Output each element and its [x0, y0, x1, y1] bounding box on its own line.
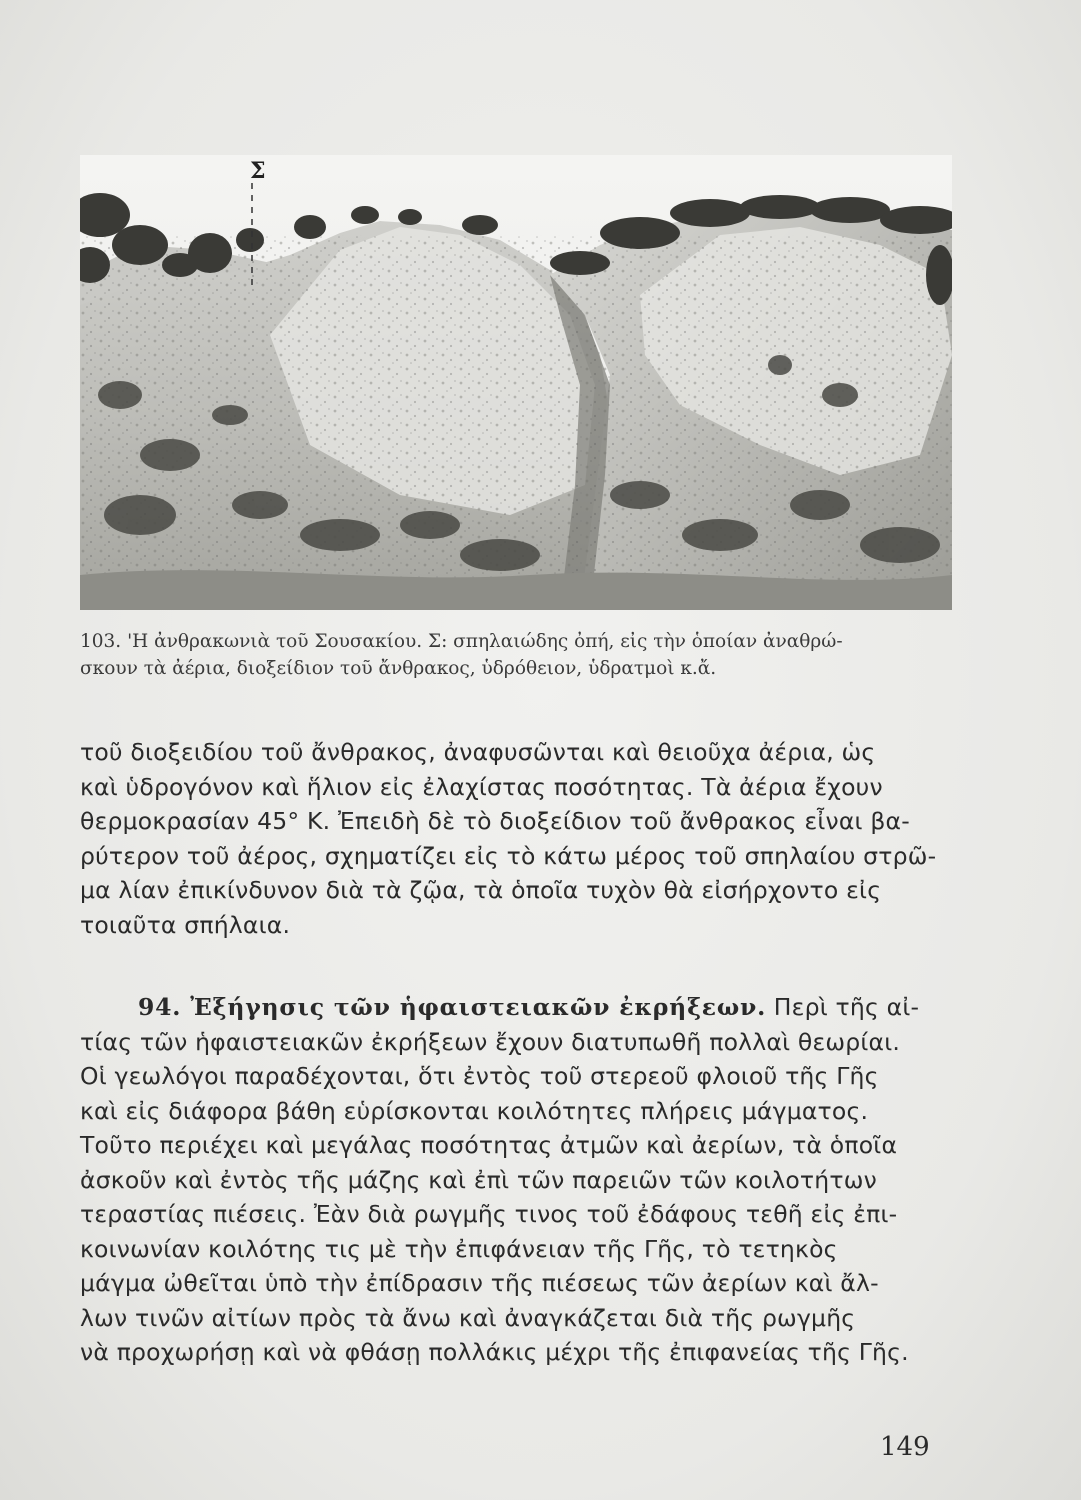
text-line: λων τινῶν αἰτίων πρὸς τὰ ἄνω καὶ ἀναγκάζεται διὰ τῆς ρωγμῆς — [80, 1303, 856, 1332]
text-line: μα λίαν ἐπικίνδυνον διὰ τὰ ζῷα, τὰ ὁποῖα τυχὸν θὰ εἰσήρχοντο εἰς — [80, 876, 882, 904]
text-line: ρύτερον τοῦ ἀέρος, σχηματίζει εἰς τὸ κάτω μέρος τοῦ σπηλαίου στρῶ- — [80, 841, 937, 870]
section-first-line — [80, 990, 960, 1025]
text-line: Οἱ γεωλόγοι παραδέχονται, ὅτι ἐντὸς τοῦ στερεοῦ φλοιοῦ τῆς Γῆς — [80, 1062, 879, 1090]
text-line: ἀσκοῦν καὶ ἐντὸς τῆς μάζης καὶ ἐπὶ τῶν παρειῶν τῶν κοιλοτήτων — [80, 1165, 877, 1194]
figure-marker-sigma: Σ — [250, 158, 266, 184]
hillside-photograph — [80, 155, 952, 610]
text-line: τεραστίας πιέσεις. Ἐὰν διὰ ρωγμῆς τινος τοῦ ἐδάφους τεθῆ εἰς ἐπι- — [80, 1200, 898, 1228]
text-line: Τοῦτο περιέχει καὶ μεγάλας ποσότητας ἀτμῶν καὶ ἀερίων, τὰ ὁποῖα — [80, 1131, 898, 1159]
section-heading: 94. Ἐξήγησις τῶν ἡφαιστειακῶν ἐκρήξεων. — [138, 993, 767, 1021]
text-line: καὶ ὑδρογόνον καὶ ἥλιον εἰς ἐλαχίστας ποσότητας. Τὰ ἀέρια ἔχουν — [80, 772, 883, 801]
text-line: τοιαῦτα σπήλαια. — [80, 910, 291, 939]
section-94 — [80, 990, 960, 1370]
text-line: θερμοκρασίαν 45° Κ. Ἐπειδὴ δὲ τὸ διοξείδιον τοῦ ἄνθρακος εἶναι βα- — [80, 807, 910, 835]
section-first-line-rest: Περὶ τῆς αἰ- — [766, 993, 920, 1021]
text-line: νὰ προχωρήσῃ καὶ νὰ φθάσῃ πολλάκις μέχρι τῆς ἐπιφανείας τῆς Γῆς. — [80, 1338, 909, 1366]
figure-caption — [80, 628, 960, 682]
text-line: τίας τῶν ἡφαιστειακῶν ἐκρήξεων ἔχουν διατυπωθῆ πολλαὶ θεωρίαι. — [80, 1027, 901, 1056]
text-line: μάγμα ὠθεῖται ὑπὸ τὴν ἐπίδρασιν τῆς πιέσεως τῶν ἀερίων καὶ ἄλ- — [80, 1269, 879, 1297]
caption-line: σκουν τὰ ἀέρια, διοξείδιον τοῦ ἄνθρακος, ὑδρόθειον, ὑδρατμοὶ κ.ἄ. — [80, 658, 717, 679]
caption-line: 103. 'Η ἀνθρακωνιὰ τοῦ Σουσακίου. Σ: σπηλαιώδης ὀπή, εἰς τὴν ὁποίαν ἀναθρώ- — [80, 631, 843, 652]
page-number: 149 — [880, 1432, 930, 1462]
paragraph-continued — [80, 735, 960, 942]
text-line: κοινωνίαν κοιλότης τις μὲ τὴν ἐπιφάνειαν τῆς Γῆς, τὸ τετηκὸς — [80, 1234, 838, 1263]
text-line: καὶ εἰς διάφορα βάθη εὑρίσκονται κοιλότητες πλήρεις μάγματος. — [80, 1096, 869, 1125]
text-line: τοῦ διοξειδίου τοῦ ἄνθρακος, ἀναφυσῶνται καὶ θειοῦχα ἀέρια, ὡς — [80, 738, 876, 766]
